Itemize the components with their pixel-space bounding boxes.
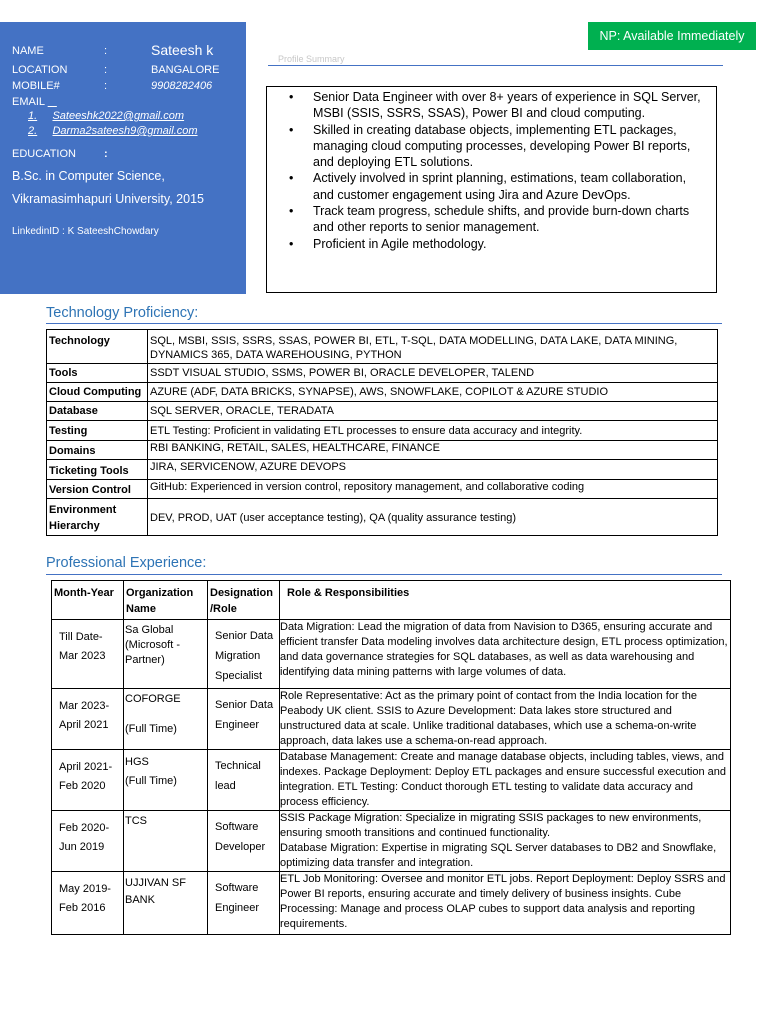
- responsibilities: ETL Job Monitoring: Oversee and monitor ETL jobs. Report Deployment: Deploy SSRS and Power BI reports, ensuring accurate and timely delivery of business insights. Cube Processing: Manage and process OLAP cubes to support data analysis and reporting requirements.: [280, 872, 731, 935]
- education-label: EDUCATION: [12, 148, 76, 160]
- designation: Senior Data Engineer: [208, 689, 280, 750]
- organization: Sa Global (Microsoft - Partner): [124, 620, 208, 689]
- table-row: [47, 480, 718, 499]
- mobile-value: 9908282406: [151, 80, 213, 92]
- summary-item: • Proficient in Agile methodology.: [267, 236, 716, 252]
- tech-key: Version Control: [47, 480, 148, 499]
- month-year: Mar 2023- April 2021: [52, 689, 124, 750]
- responsibilities: Role Representative: Act as the primary point of contact from the India location for the Peabody UK client. SSIS to Azure Development: Data lakes store structured and unstructured data at scale. Unlike traditional databases, which use a schema-on-write approach, data lakes use a schema-on-read approach.: [280, 689, 731, 750]
- responsibilities: Database Management: Create and manage database objects, including tables, views, and indexes. Package Deployment: Deploy ETL packages and ensure successful execution and integration. ETL Testing: Conduct thorough ETL testing to validate data accuracy and process efficiency.: [280, 750, 731, 811]
- divider: [46, 323, 722, 324]
- table-row: [47, 402, 718, 421]
- tech-section-title: Technology Proficiency:: [46, 305, 199, 321]
- responsibilities: SSIS Package Migration: Specialize in migrating SSIS packages to new environments, ensuring smooth transitions and continued functionality. Database Migration: Expertise in migrating SQL Server databases to DB2 and Snowflake, optimizing data transfer and integration.: [280, 811, 731, 872]
- table-row: [52, 620, 731, 689]
- table-row: [47, 364, 718, 383]
- experience-section-title: Professional Experience:: [46, 555, 207, 571]
- tech-key: Environment Hierarchy: [47, 499, 148, 536]
- tech-table: [46, 329, 718, 536]
- email-link-2[interactable]: Darma2sateesh9@gmail.com: [52, 125, 198, 137]
- column-header: Month-Year: [52, 581, 124, 620]
- email-link-1[interactable]: Sateeshk2022@gmail.com: [52, 110, 185, 122]
- tech-value: RBI BANKING, RETAIL, SALES, HEALTHCARE, FINANCE: [148, 441, 718, 460]
- organization: HGS (Full Time): [124, 750, 208, 811]
- tech-value: GitHub: Experienced in version control, repository management, and collaborative coding: [148, 480, 718, 499]
- table-row: [52, 689, 731, 750]
- name-value: Sateesh k: [151, 42, 214, 58]
- education-line-2: Vikramasimhapuri University, 2015: [12, 192, 204, 206]
- colon: :: [104, 45, 108, 57]
- tech-key: Testing: [47, 421, 148, 441]
- table-row: [52, 872, 731, 935]
- colon: :: [104, 148, 108, 160]
- table-row: [47, 330, 718, 364]
- email-label-text: EMAIL: [12, 96, 45, 108]
- colon: :: [104, 64, 108, 76]
- tech-value: DEV, PROD, UAT (user acceptance testing), QA (quality assurance testing): [148, 499, 718, 536]
- contact-panel: [0, 22, 246, 294]
- name-label: NAME: [12, 45, 44, 57]
- designation: Senior Data Migration Specialist: [208, 620, 280, 689]
- month-year: April 2021- Feb 2020: [52, 750, 124, 811]
- tech-value: ETL Testing: Proficient in validating ETL processes to ensure data accuracy and integrity.: [148, 421, 718, 441]
- summary-item: • Skilled in creating database objects, implementing ETL packages, managing cloud computing processes, developing Power BI reports, and deploying ETL solutions.: [267, 122, 716, 171]
- tech-key: Cloud Computing: [47, 383, 148, 402]
- email-num: 1.: [28, 110, 38, 122]
- tech-key: Database: [47, 402, 148, 421]
- table-row: [52, 811, 731, 872]
- table-row: [47, 460, 718, 480]
- tech-value: SQL SERVER, ORACLE, TERADATA: [148, 402, 718, 421]
- organization: COFORGE (Full Time): [124, 689, 208, 750]
- responsibilities: Data Migration: Lead the migration of data from Navision to D365, ensuring accurate and efficient transfer Data modeling involves data architecture design, ETL process optimization, and data governance strategies for SQL databases, as well as data warehousing and identifying data mining patterns with large volumes of data.: [280, 620, 731, 689]
- summary-list: [267, 87, 716, 252]
- divider: [46, 574, 722, 575]
- organization: UJJIVAN SF BANK: [124, 872, 208, 935]
- location-label: LOCATION: [12, 64, 68, 76]
- tech-value: AZURE (ADF, DATA BRICKS, SYNAPSE), AWS, SNOWFLAKE, COPILOT & AZURE STUDIO: [148, 383, 718, 402]
- designation: Technical lead: [208, 750, 280, 811]
- designation: Software Engineer: [208, 872, 280, 935]
- tech-key: Domains: [47, 441, 148, 460]
- experience-table: [51, 580, 731, 935]
- tech-value: JIRA, SERVICENOW, AZURE DEVOPS: [148, 460, 718, 480]
- column-header: Role & Responsibilities: [280, 581, 731, 620]
- designation: Software Developer: [208, 811, 280, 872]
- profile-summary-label: Profile Summary: [278, 54, 345, 64]
- organization: TCS: [124, 811, 208, 872]
- table-row: [47, 421, 718, 441]
- summary-item: • Actively involved in sprint planning, estimations, team collaboration, and customer engagement using Jira and Azure DevOps.: [267, 170, 716, 203]
- email-item-1[interactable]: [28, 110, 184, 122]
- notice-period-badge: NP: Available Immediately: [588, 22, 756, 50]
- summary-item: • Senior Data Engineer with over 8+ years of experience in SQL Server, MSBI (SSIS, SSRS, SSAS), Power BI and cloud computing.: [267, 89, 716, 122]
- column-header: Organization Name: [124, 581, 208, 620]
- linkedin-id: LinkedinID : K SateeshChowdary: [12, 226, 159, 237]
- divider: [268, 65, 723, 66]
- month-year: Till Date- Mar 2023: [52, 620, 124, 689]
- tech-key: Tools: [47, 364, 148, 383]
- table-row: [47, 441, 718, 460]
- tech-value: SQL, MSBI, SSIS, SSRS, SSAS, POWER BI, ETL, T-SQL, DATA MODELLING, DATA LAKE, DATA MINING, DYNAMICS 365, DATA WAREHOUSING, PYTHON: [148, 330, 718, 364]
- tech-value: SSDT VISUAL STUDIO, SSMS, POWER BI, ORACLE DEVELOPER, TALEND: [148, 364, 718, 383]
- month-year: May 2019- Feb 2016: [52, 872, 124, 935]
- table-header-row: [52, 581, 731, 620]
- mobile-label: MOBILE#: [12, 80, 60, 92]
- email-num: 2.: [28, 125, 38, 137]
- month-year: Feb 2020- Jun 2019: [52, 811, 124, 872]
- colon: :: [104, 80, 108, 92]
- column-header: Designation /Role: [208, 581, 280, 620]
- table-row: [47, 383, 718, 402]
- tech-key: Ticketing Tools: [47, 460, 148, 480]
- summary-item: • Track team progress, schedule shifts, and provide burn-down charts and other reports to senior management.: [267, 203, 716, 236]
- profile-summary-box: [266, 86, 717, 293]
- email-label: [12, 96, 57, 108]
- tech-key: Technology: [47, 330, 148, 364]
- location-value: BANGALORE: [151, 64, 220, 76]
- table-row: [47, 499, 718, 536]
- education-line-1: B.Sc. in Computer Science,: [12, 169, 165, 183]
- table-row: [52, 750, 731, 811]
- email-item-2[interactable]: [28, 125, 198, 137]
